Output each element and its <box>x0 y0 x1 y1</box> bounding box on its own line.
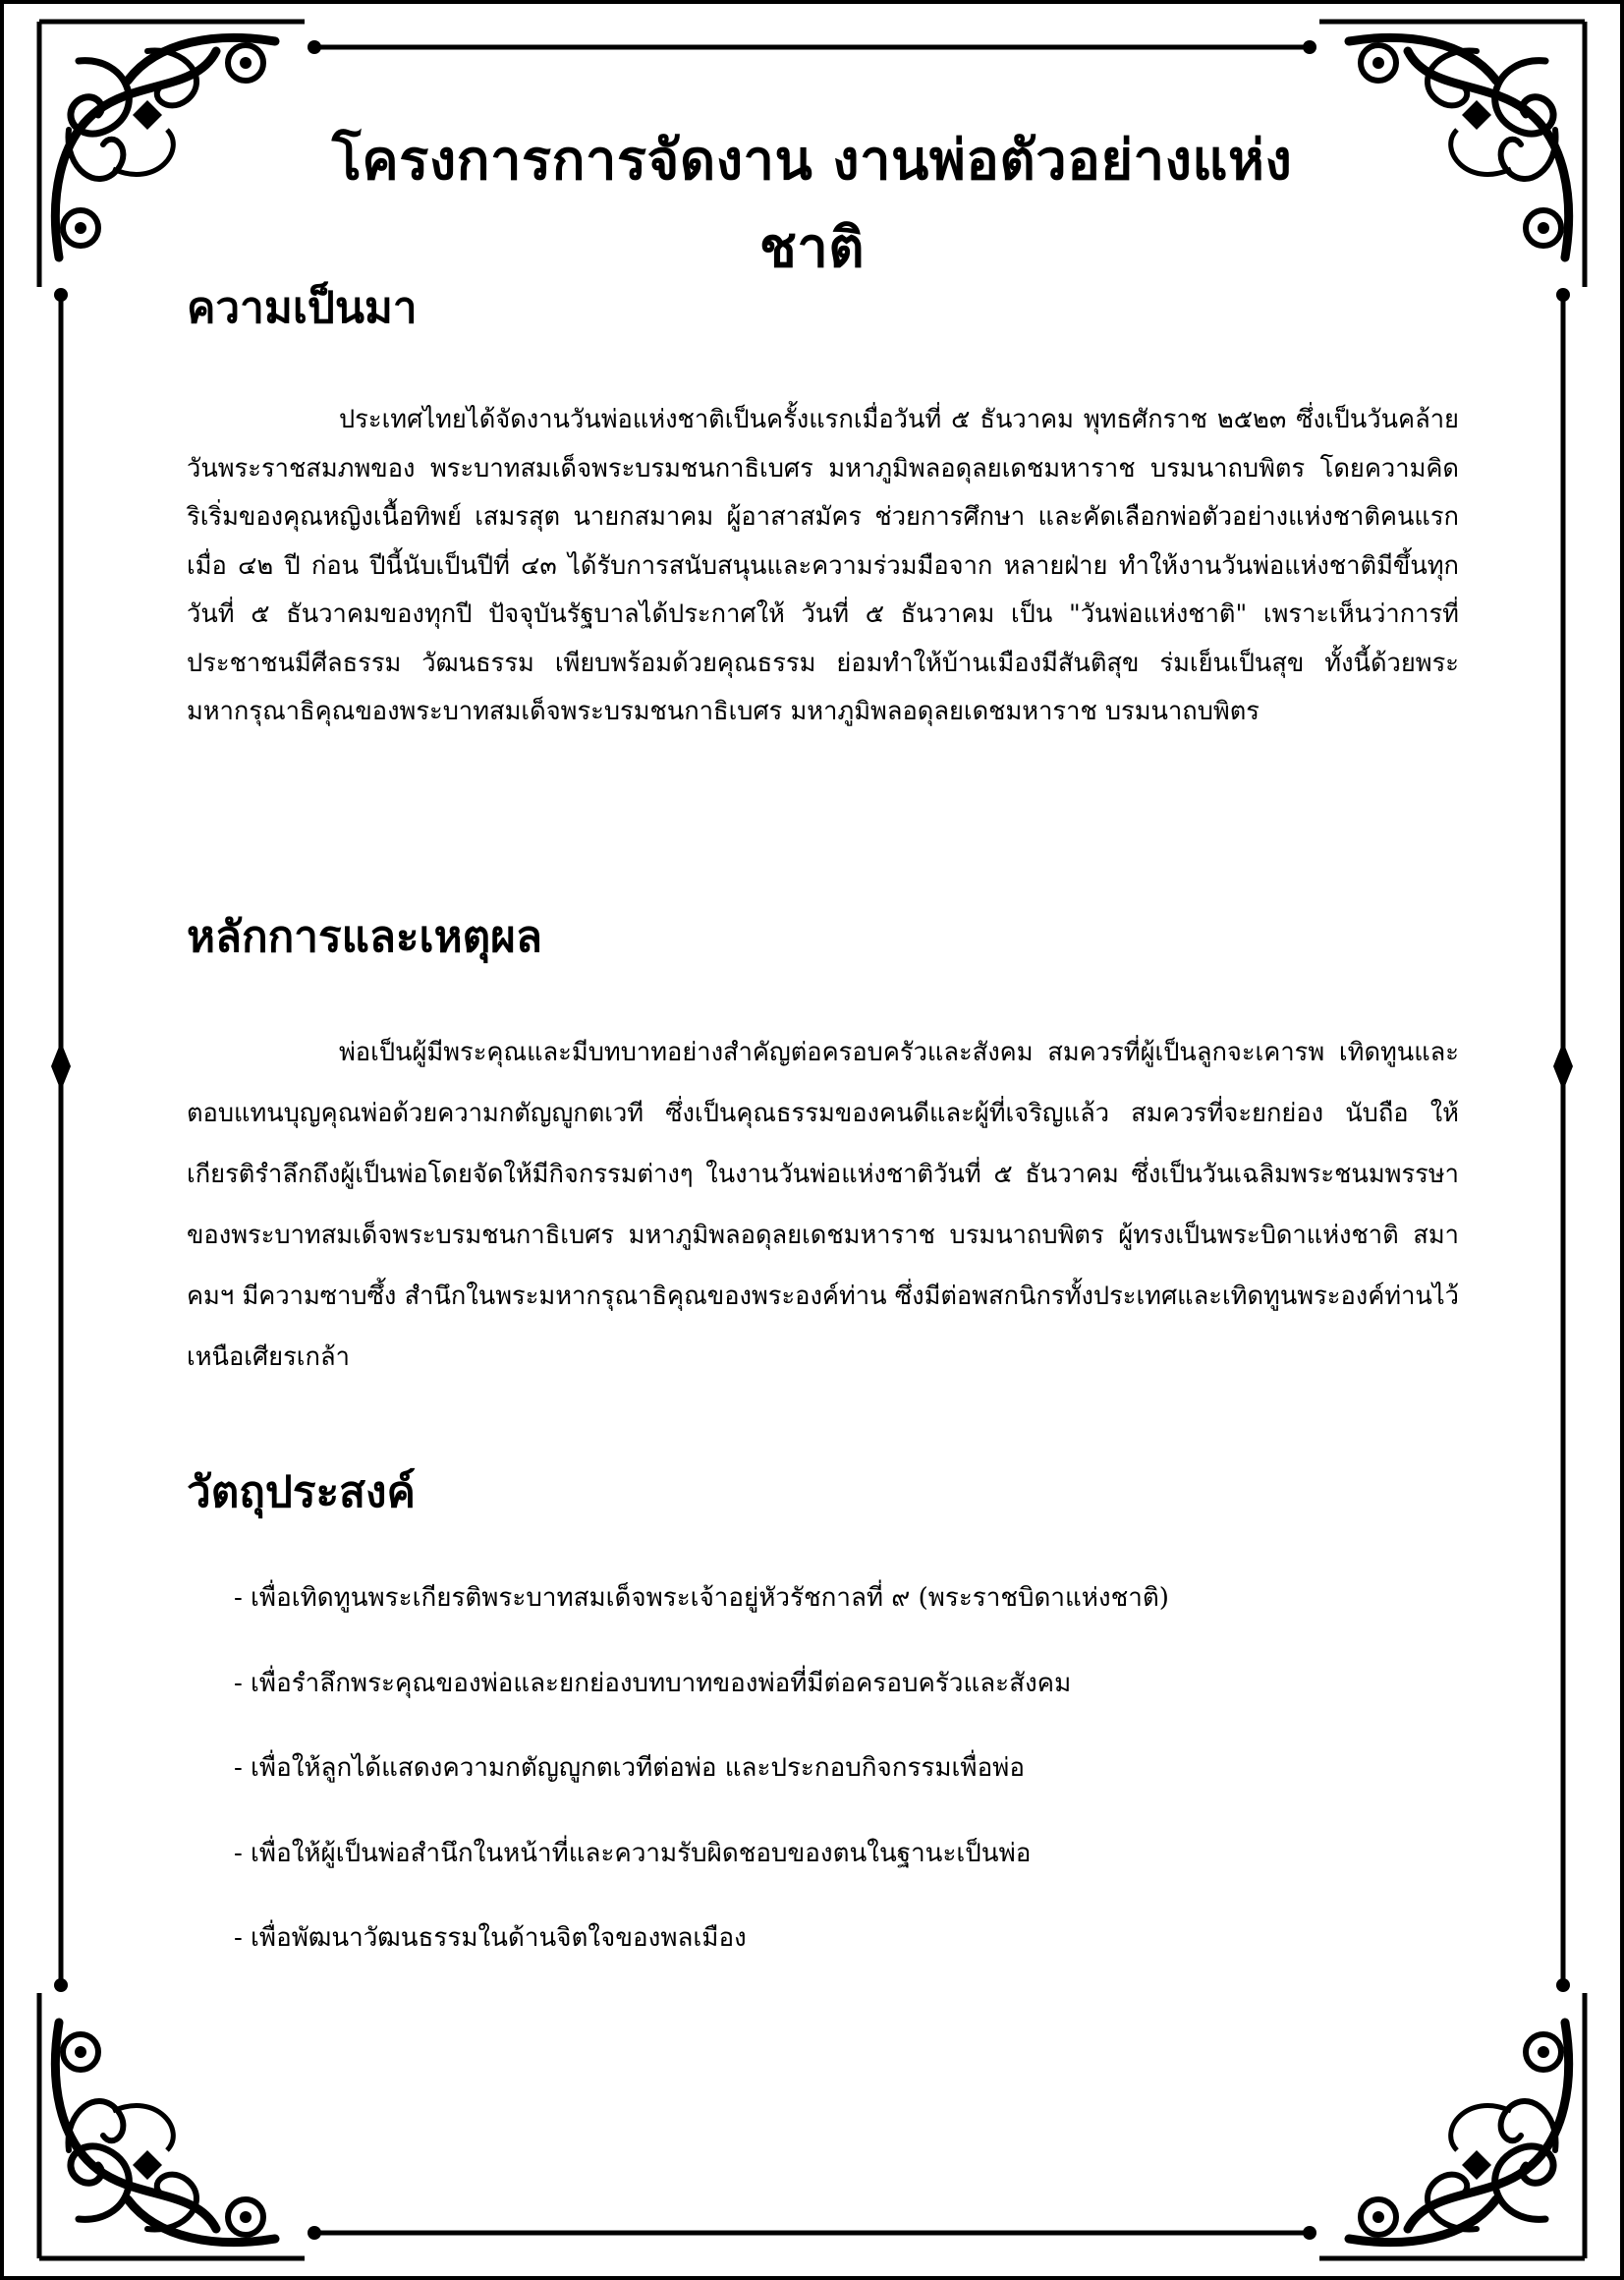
objectives-list <box>234 1580 1169 2006</box>
list-item: - เพื่อรำลึกพระคุณของพ่อและยกย่องบทบาทของพ่อที่มีต่อครอบครัวและสังคม <box>234 1668 1072 1698</box>
section-heading-background: ความเป็นมา <box>187 283 418 333</box>
document-title: โครงการการจัดงาน งานพ่อตัวอย่างแห่งชาติ <box>331 128 1293 280</box>
list-item: - เพื่อพัฒนาวัฒนธรรมในด้านจิตใจของพลเมือง <box>234 1923 747 1953</box>
list-item: - เพื่อให้ลูกได้แสดงความกตัญญูกตเวทีต่อพ่อ และประกอบกิจกรรมเพื่อพ่อ <box>234 1753 1025 1783</box>
section-heading-rationale: หลักการและเหตุผล <box>187 912 542 962</box>
section-body-background: ประเทศไทยได้จัดงานวันพ่อแห่งชาติเป็นครั้งแรกเมื่อวันที่ ๕ ธันวาคม พุทธศักราช ๒๕๒๓ ซึ่งเป็นวันคล้ายวันพระราชสมภพของ พระบาทสมเด็จพระบรมชนกาธิเบศร มหาภูมิพลอดุลยเดชมหาราช บรมนาถบพิตร โดยความคิดริเริ่มของคุณหญิงเนื้อทิพย์ เสมรสุต นายกสมาคม ผู้อาสาสมัคร ช่วยการศึกษา และคัดเลือกพ่อตัวอย่างแห่งชาติคนแรก เมื่อ ๔๒ ปี ก่อน ปีนี้นับเป็นปีที่ ๔๓ ได้รับการสนับสนุนและความร่วมมือจาก หลายฝ่าย ทำให้งานวันพ่อแห่งชาติมีขึ้นทุกวันที่ ๕ ธันวาคมของทุกปี ปัจจุบันรัฐบาลได้ประกาศให้ วันที่ ๕ ธันวาคม เป็น "วันพ่อแห่งชาติ" เพราะเห็นว่าการที่ประชาชนมีศีลธรรม วัฒนธรรม เพียบพร้อมด้วยคุณธรรม ย่อมทำให้บ้านเมืองมีสันติสุข ร่มเย็นเป็นสุข ทั้งนี้ด้วยพระมหากรุณาธิคุณของพระบาทสมเด็จพระบรมชนกาธิเบศร มหาภูมิพลอดุลยเดชมหาราช บรมนาถบพิตร <box>187 405 1459 726</box>
section-heading-objectives: วัตถุประสงค์ <box>187 1467 416 1517</box>
list-item: - เพื่อเทิดทูนพระเกียรติพระบาทสมเด็จพระเจ้าอยู่หัวรัชกาลที่ ๙ (พระราชบิดาแห่งชาติ) <box>234 1583 1169 1613</box>
section-body-rationale: พ่อเป็นผู้มีพระคุณและมีบทบาทอย่างสำคัญต่อครอบครัวและสังคม สมควรที่ผู้เป็นลูกจะเคารพ เทิดทูนและตอบแทนบุญคุณพ่อด้วยความกตัญญูกตเวที ซึ่งเป็นคุณธรรมของคนดีและผู้ที่เจริญแล้ว สมควรที่จะยกย่อง นับถือ ให้เกียรติรำลึกถึงผู้เป็นพ่อโดยจัดให้มีกิจกรรมต่างๆ ในงานวันพ่อแห่งชาติวันที่ ๕ ธันวาคม ซึ่งเป็นวันเฉลิมพระชนมพรรษา ของพระบาทสมเด็จพระบรมชนกาธิเบศร มหาภูมิพลอดุลยเดชมหาราช บรมนาถบพิตร ผู้ทรงเป็นพระบิดาแห่งชาติ สมาคมฯ มีความซาบซึ้ง สำนึกในพระมหากรุณาธิคุณของพระองค์ท่าน ซึ่งมีต่อพสกนิกรทั้งประเทศและเทิดทูนพระองค์ท่านไว้เหนือเศียรเกล้า <box>187 1038 1459 1372</box>
list-item: - เพื่อให้ผู้เป็นพ่อสำนึกในหน้าที่และความรับผิดชอบของตนในฐานะเป็นพ่อ <box>234 1838 1032 1868</box>
